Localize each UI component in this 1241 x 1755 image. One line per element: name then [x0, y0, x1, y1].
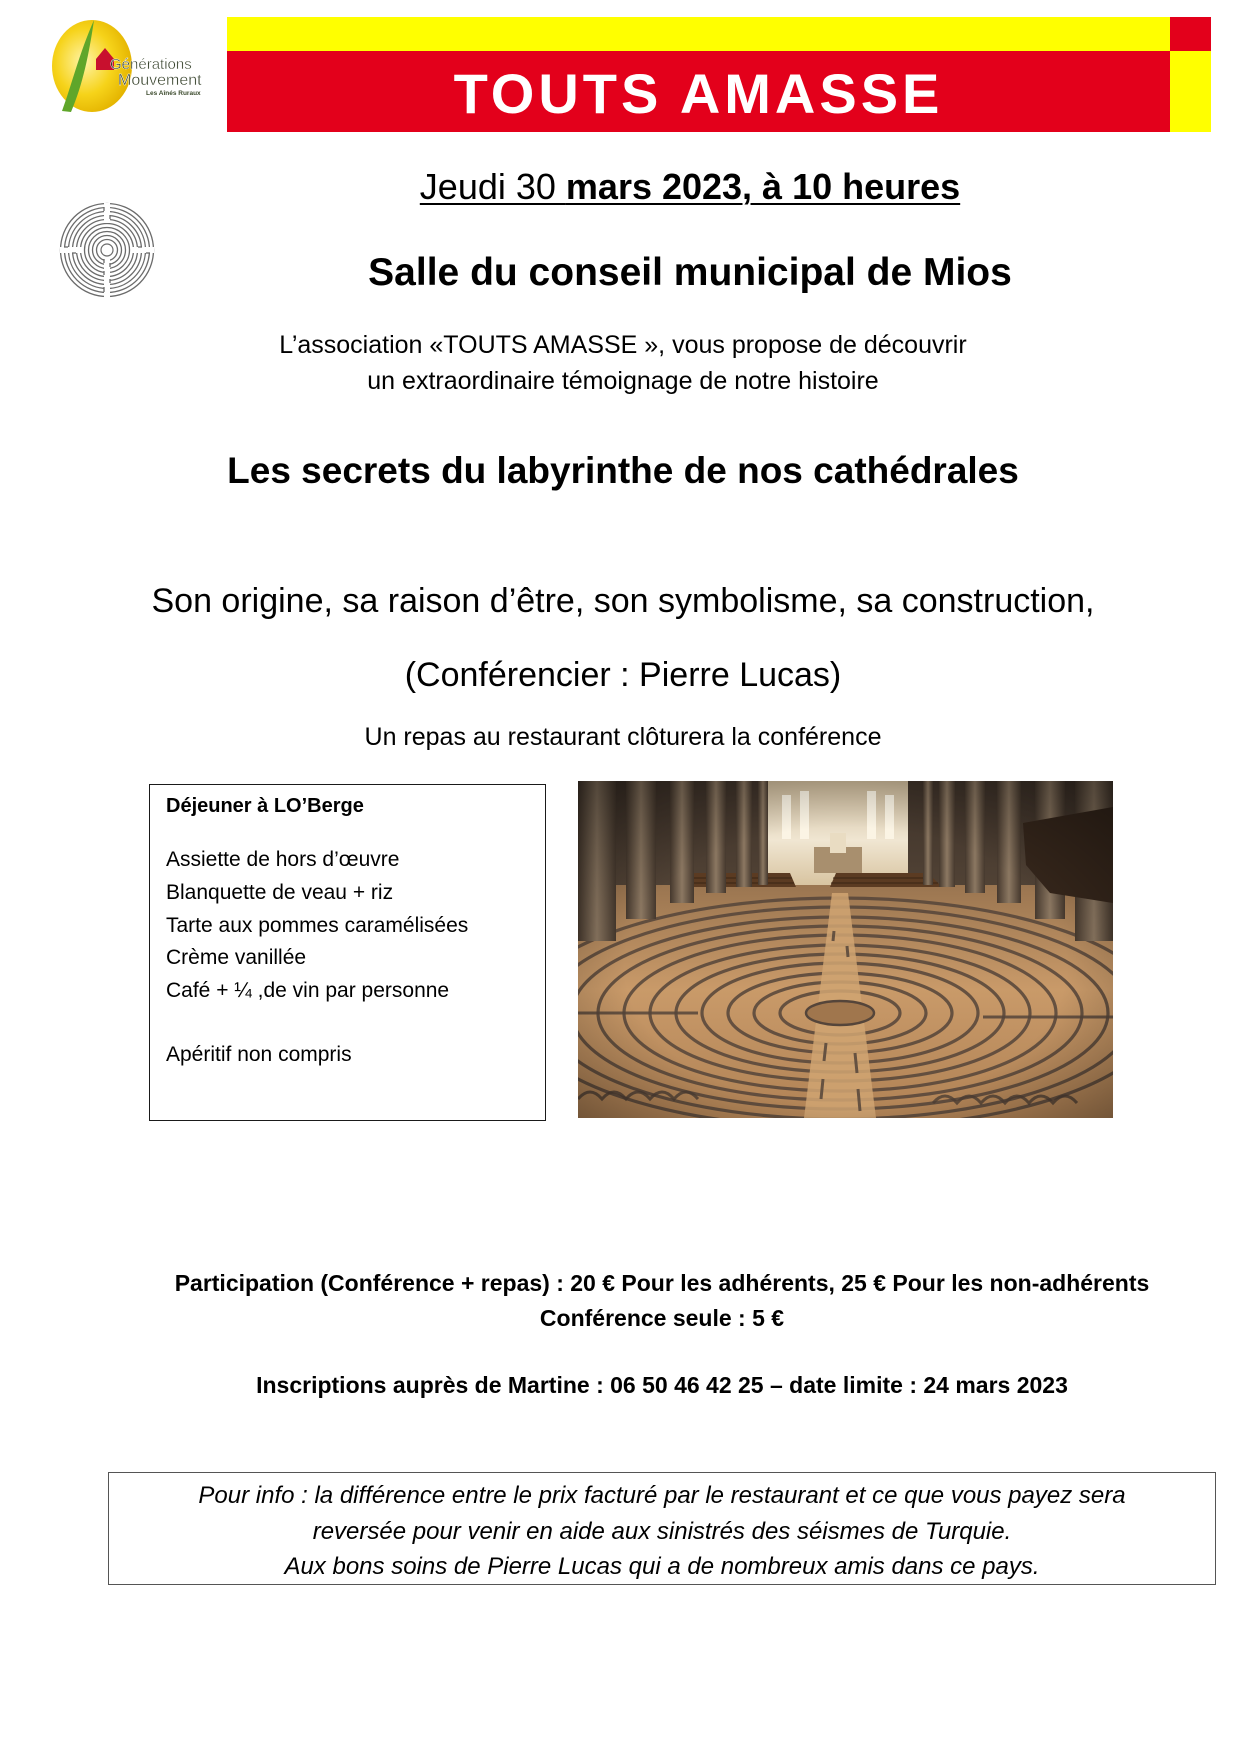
intro-line-2: un extraordinaire témoignage de notre histoire [367, 367, 879, 395]
info-line: Aux bons soins de Pierre Lucas qui a de nombreux amis dans ce pays. [284, 1553, 1040, 1580]
generations-mouvement-logo [48, 14, 218, 114]
meal-note: Un repas au restaurant clôturera la conférence [364, 723, 882, 751]
menu-item: Crème vanillée [166, 946, 307, 969]
menu-note: Apéritif non compris [166, 1043, 352, 1066]
cathedral-labyrinth-photo [578, 781, 1113, 1118]
registration-info: Inscriptions auprès de Martine : 06 50 46 42 25 – date limite : 24 mars 2023 [256, 1372, 1068, 1398]
info-line: Pour info : la différence entre le prix facturé par le restaurant et ce que vous payez sera [198, 1482, 1126, 1509]
menu-box [149, 784, 546, 1121]
event-date-day: Jeudi 30 [419, 166, 566, 207]
intro-line-1: L’association «TOUTS AMASSE », vous propose de découvrir [279, 331, 967, 359]
menu-item: Café + ¼ ,de vin par personne [166, 979, 450, 1002]
talk-speaker: (Conférencier : Pierre Lucas) [404, 656, 842, 694]
conference-only-price: Conférence seule : 5 € [539, 1305, 785, 1331]
participation-price: Participation (Conférence + repas) : 20 € Pour les adhérents, 25 € Pour les non-adhérents [174, 1270, 1150, 1296]
event-venue: Salle du conseil municipal de Mios [368, 251, 1012, 294]
banner-corner-bottom [1170, 51, 1211, 132]
banner-corner-top [1170, 17, 1211, 51]
menu-item: Assiette de hors d’œuvre [166, 848, 400, 871]
info-box [108, 1472, 1216, 1585]
event-date [140, 165, 1240, 209]
talk-title: Les secrets du labyrinthe de nos cathédrales [227, 450, 1019, 491]
info-line: reversée pour venir en aide aux sinistrés des séismes de Turquie. [312, 1518, 1012, 1545]
logo-line-generations: Générations [110, 56, 192, 73]
talk-topics: Son origine, sa raison d’être, son symbolisme, sa construction, [151, 582, 1095, 620]
logo-line-mouvement: Mouvement [118, 72, 202, 89]
menu-item: Tarte aux pommes caramélisées [166, 914, 469, 937]
banner-top-strip [227, 17, 1170, 51]
event-date-time: mars 2023, à 10 heures [565, 166, 961, 207]
menu-item: Blanquette de veau + riz [166, 881, 394, 904]
menu-title: Déjeuner à LO’Berge [166, 795, 364, 817]
banner-title: TOUTS AMASSE [453, 62, 944, 125]
logo-line-aines-ruraux: Les Aînés Ruraux [146, 90, 201, 97]
header-banner [227, 17, 1211, 132]
